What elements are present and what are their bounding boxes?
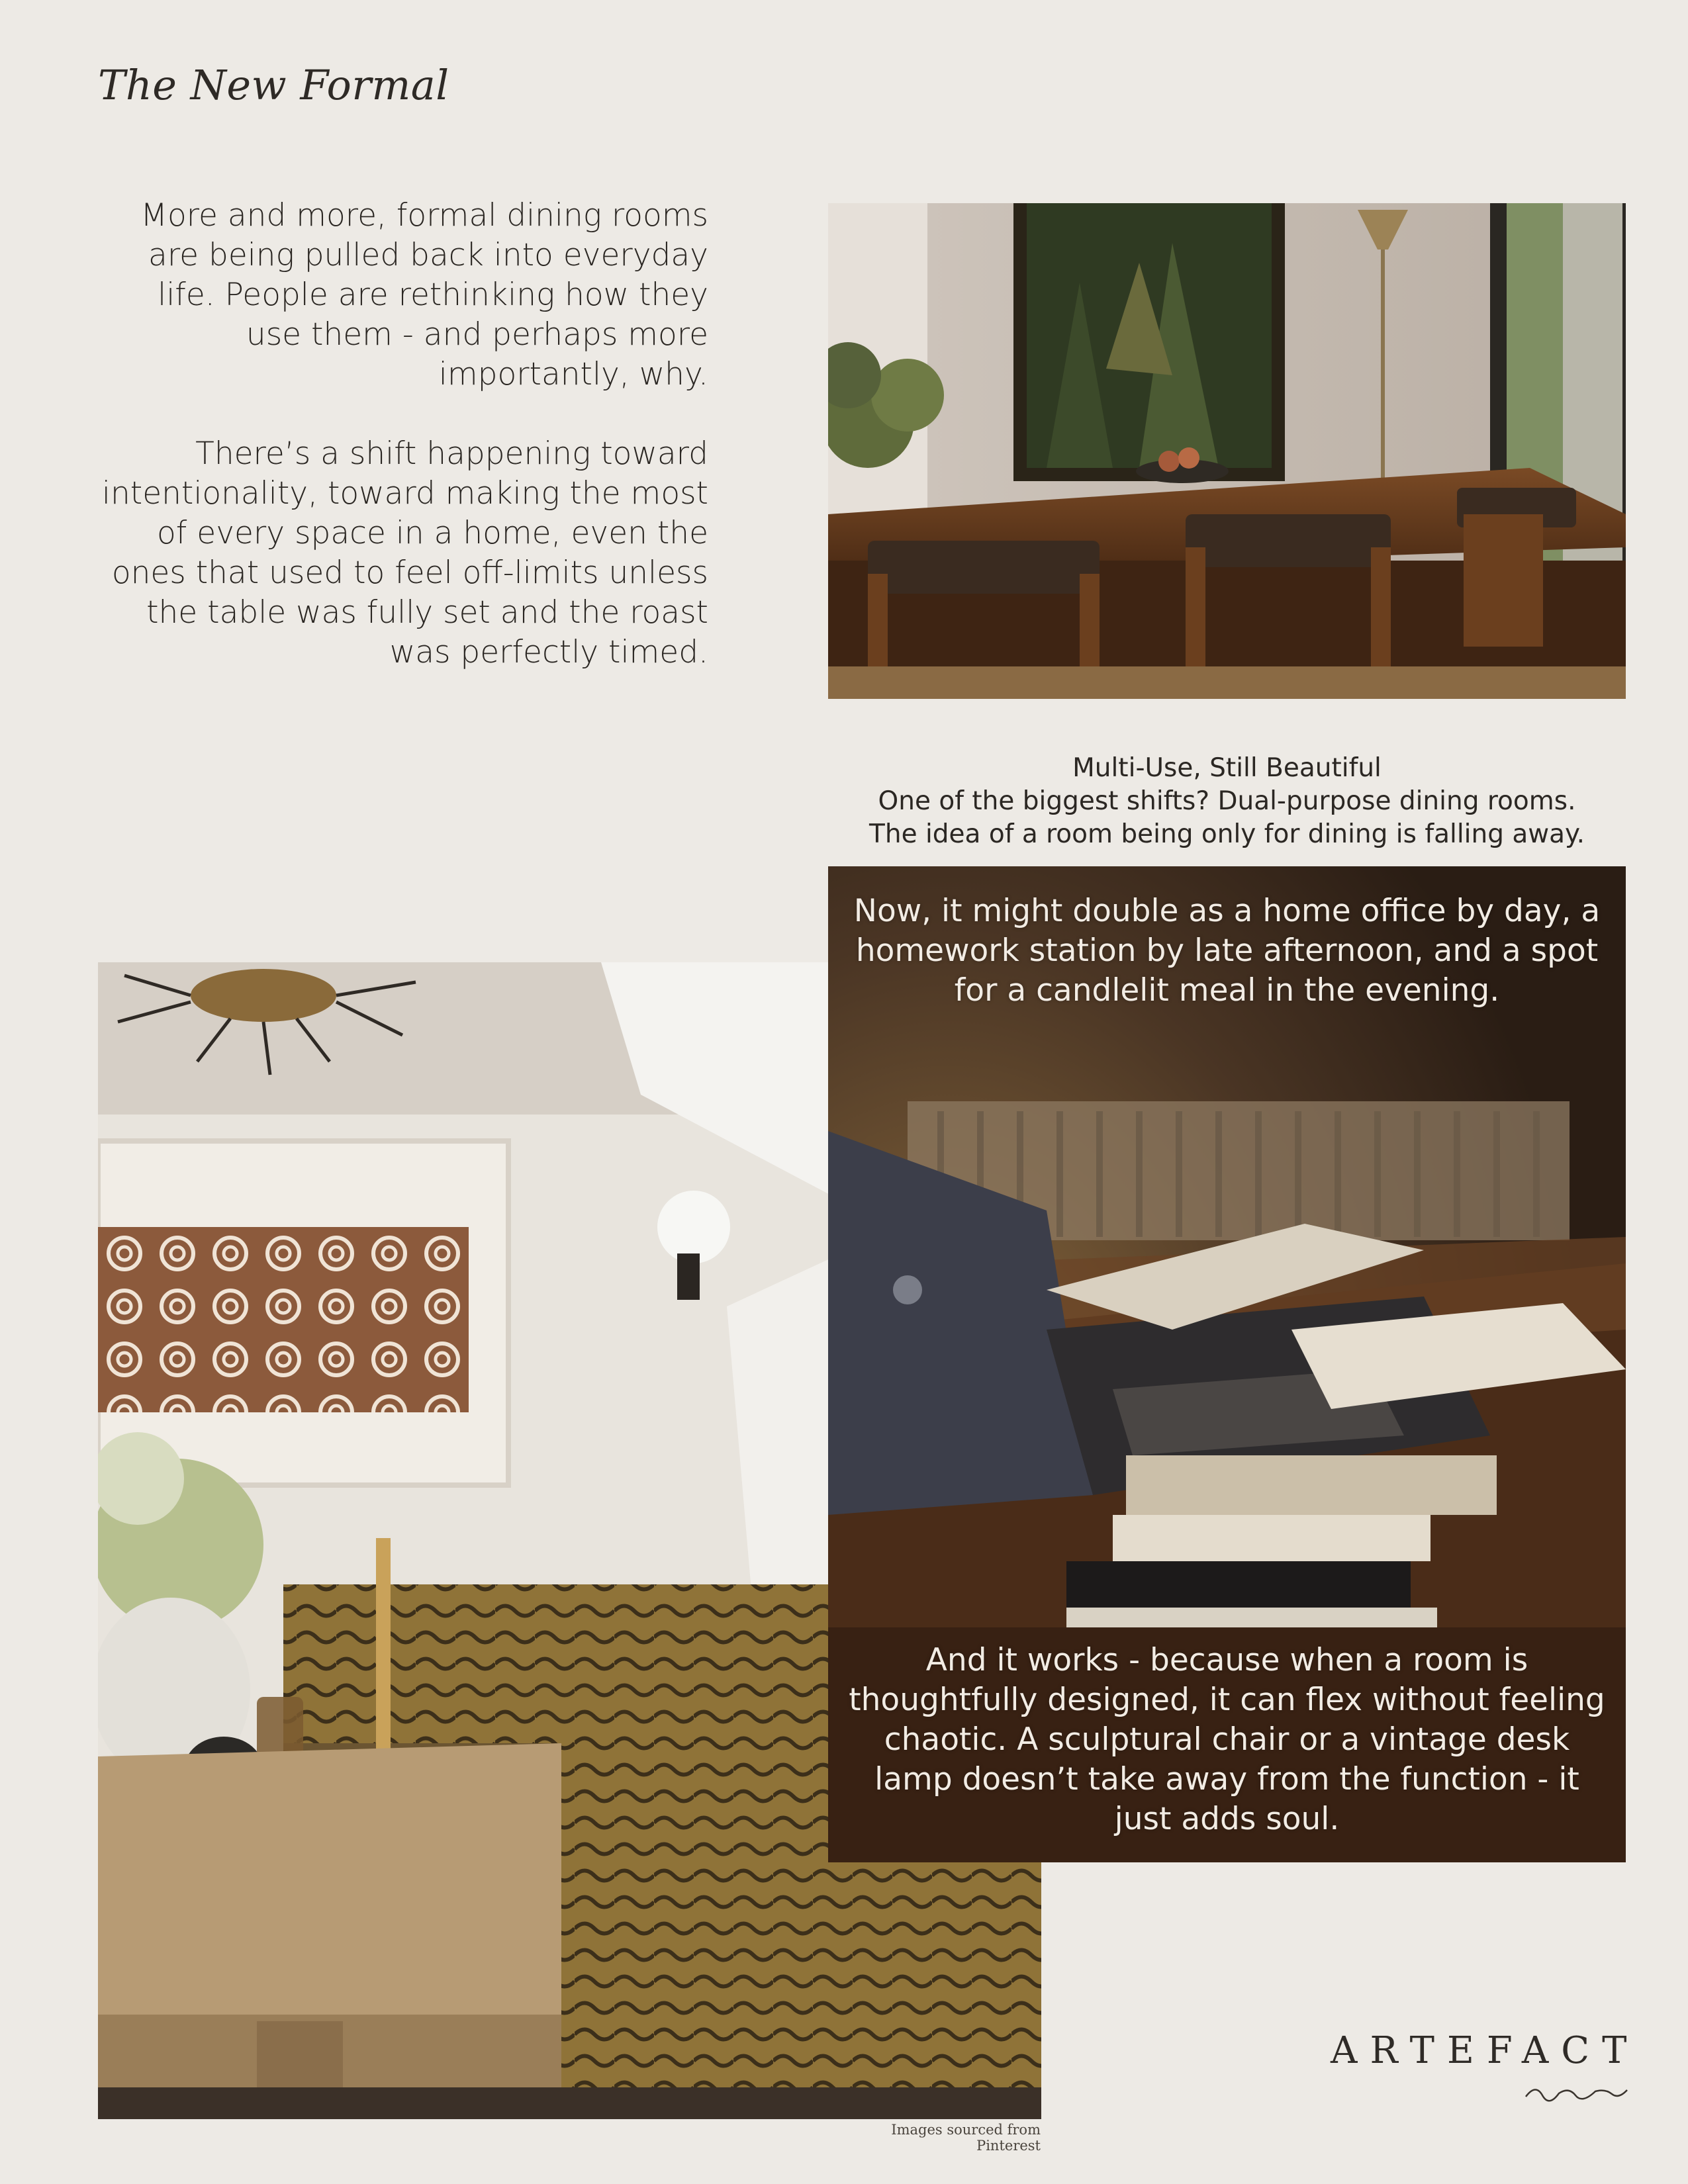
image-credit: Images sourced from Pinterest [891,2122,1041,2154]
intro-paragraph-1: More and more, formal dining rooms are being pulled back into everyday life. People are rethinking how they use them - and perhaps more importantly, why. [140,197,708,392]
page-title: The New Formal [98,61,449,109]
caption-line-1: One of the biggest shifts? Dual-purpose dining rooms. [878,786,1576,816]
dining-room-photo [828,203,1626,699]
photo-caption [828,752,1626,851]
laptop-desk-photo [828,866,1626,1862]
overlay-bottom-text: And it works - because when a room is thoughtfully designed, it can flex without feeling chaotic. A sculptural chair or a vintage desk lamp doesn’t take away from the function - it just adds soul. [849,1642,1605,1837]
signature-logo [1523,2077,1628,2103]
overlay-top-text: Now, it might double as a home office by day, a homework station by late afternoon, and a spot for a candlelit meal in the evening. [853,893,1601,1009]
artefact-logo: ARTEFACT [1331,2029,1640,2072]
caption-heading: Multi-Use, Still Beautiful [1072,753,1382,783]
intro-paragraph-2: There’s a shift happening toward intentionality, toward making the most of every space in a home, even the ones that used to feel off-limits unless the table was fully set and the roast was perfectly timed. [101,435,708,670]
intro-text [98,196,708,712]
caption-line-2: The idea of a room being only for dining is falling away. [869,819,1585,849]
